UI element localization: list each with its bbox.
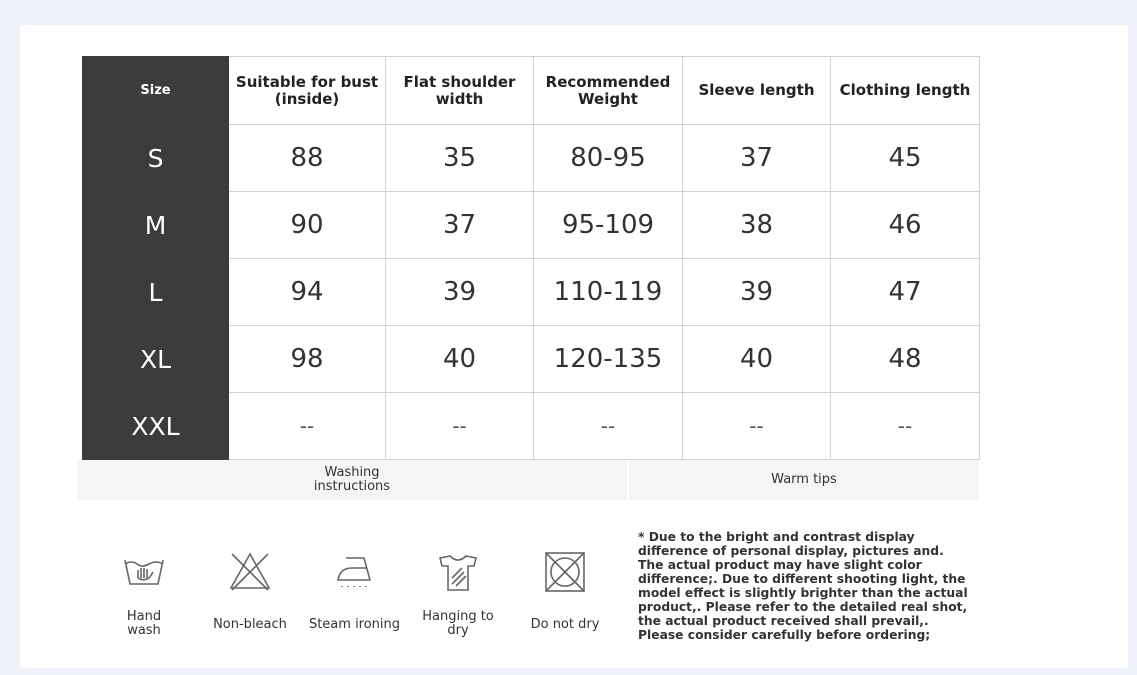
size-cell: XXL	[83, 393, 229, 460]
hanging-dry-label: Hanging to dry	[422, 609, 494, 638]
table-header-row	[83, 57, 980, 125]
shoulder-cell: 35	[386, 125, 534, 192]
sleeve-cell: 40	[683, 326, 831, 393]
table-row	[83, 393, 980, 460]
hanging-dry-icon	[436, 550, 480, 594]
bust-cell: 94	[229, 259, 386, 326]
warm-tips-text: * Due to the bright and contrast display difference of personal display, pictures and. The actual product may have slight color difference;. Due to different shooting light, the model effect is slightly brighter than the actual product,. Please refer to the detailed real shot, the actual product received shall prevail,. Please consider carefully before ordering;	[638, 530, 968, 642]
washing-title: Washing instructions	[313, 465, 391, 494]
size-cell: S	[83, 125, 229, 192]
weight-cell: 80-95	[534, 125, 683, 192]
hand-wash-icon	[122, 550, 166, 594]
bust-cell: --	[229, 393, 386, 460]
steam-iron-icon	[332, 550, 376, 594]
shoulder-cell: --	[386, 393, 534, 460]
washing-instructions-header	[77, 460, 627, 500]
weight-cell: 110-119	[534, 259, 683, 326]
weight-cell: 120-135	[534, 326, 683, 393]
length-cell: --	[831, 393, 980, 460]
size-cell: L	[83, 259, 229, 326]
size-cell: M	[83, 192, 229, 259]
length-cell: 48	[831, 326, 980, 393]
shoulder-cell: 39	[386, 259, 534, 326]
sleeve-cell: 37	[683, 125, 831, 192]
sleeve-cell: 39	[683, 259, 831, 326]
steam-ironing-label: Steam ironing	[308, 617, 401, 632]
table-row	[83, 326, 980, 393]
header-clothing-length: Clothing length	[831, 57, 980, 125]
non-bleach-icon	[228, 550, 272, 594]
size-cell: XL	[83, 326, 229, 393]
size-table	[82, 56, 980, 460]
sleeve-cell: 38	[683, 192, 831, 259]
length-cell: 46	[831, 192, 980, 259]
shoulder-cell: 37	[386, 192, 534, 259]
bust-cell: 88	[229, 125, 386, 192]
sleeve-cell: --	[683, 393, 831, 460]
bust-cell: 90	[229, 192, 386, 259]
non-bleach-label: Non-bleach	[213, 617, 287, 632]
hand-wash-label: Hand wash	[126, 609, 162, 638]
weight-cell: 95-109	[534, 192, 683, 259]
warm-tips-header	[629, 460, 979, 500]
table-row	[83, 259, 980, 326]
header-sleeve: Sleeve length	[683, 57, 831, 125]
weight-cell: --	[534, 393, 683, 460]
header-weight: Recommended Weight	[534, 57, 683, 125]
do-not-dry-icon	[543, 550, 587, 594]
table-row	[83, 192, 980, 259]
length-cell: 47	[831, 259, 980, 326]
header-shoulder: Flat shoulder width	[386, 57, 534, 125]
header-size: Size	[83, 57, 229, 125]
table-row	[83, 125, 980, 192]
bust-cell: 98	[229, 326, 386, 393]
shoulder-cell: 40	[386, 326, 534, 393]
washing-icons	[77, 540, 627, 650]
do-not-dry-label: Do not dry	[530, 617, 600, 632]
length-cell: 45	[831, 125, 980, 192]
header-bust: Suitable for bust (inside)	[229, 57, 386, 125]
warm-tips-title: Warm tips	[771, 472, 837, 487]
